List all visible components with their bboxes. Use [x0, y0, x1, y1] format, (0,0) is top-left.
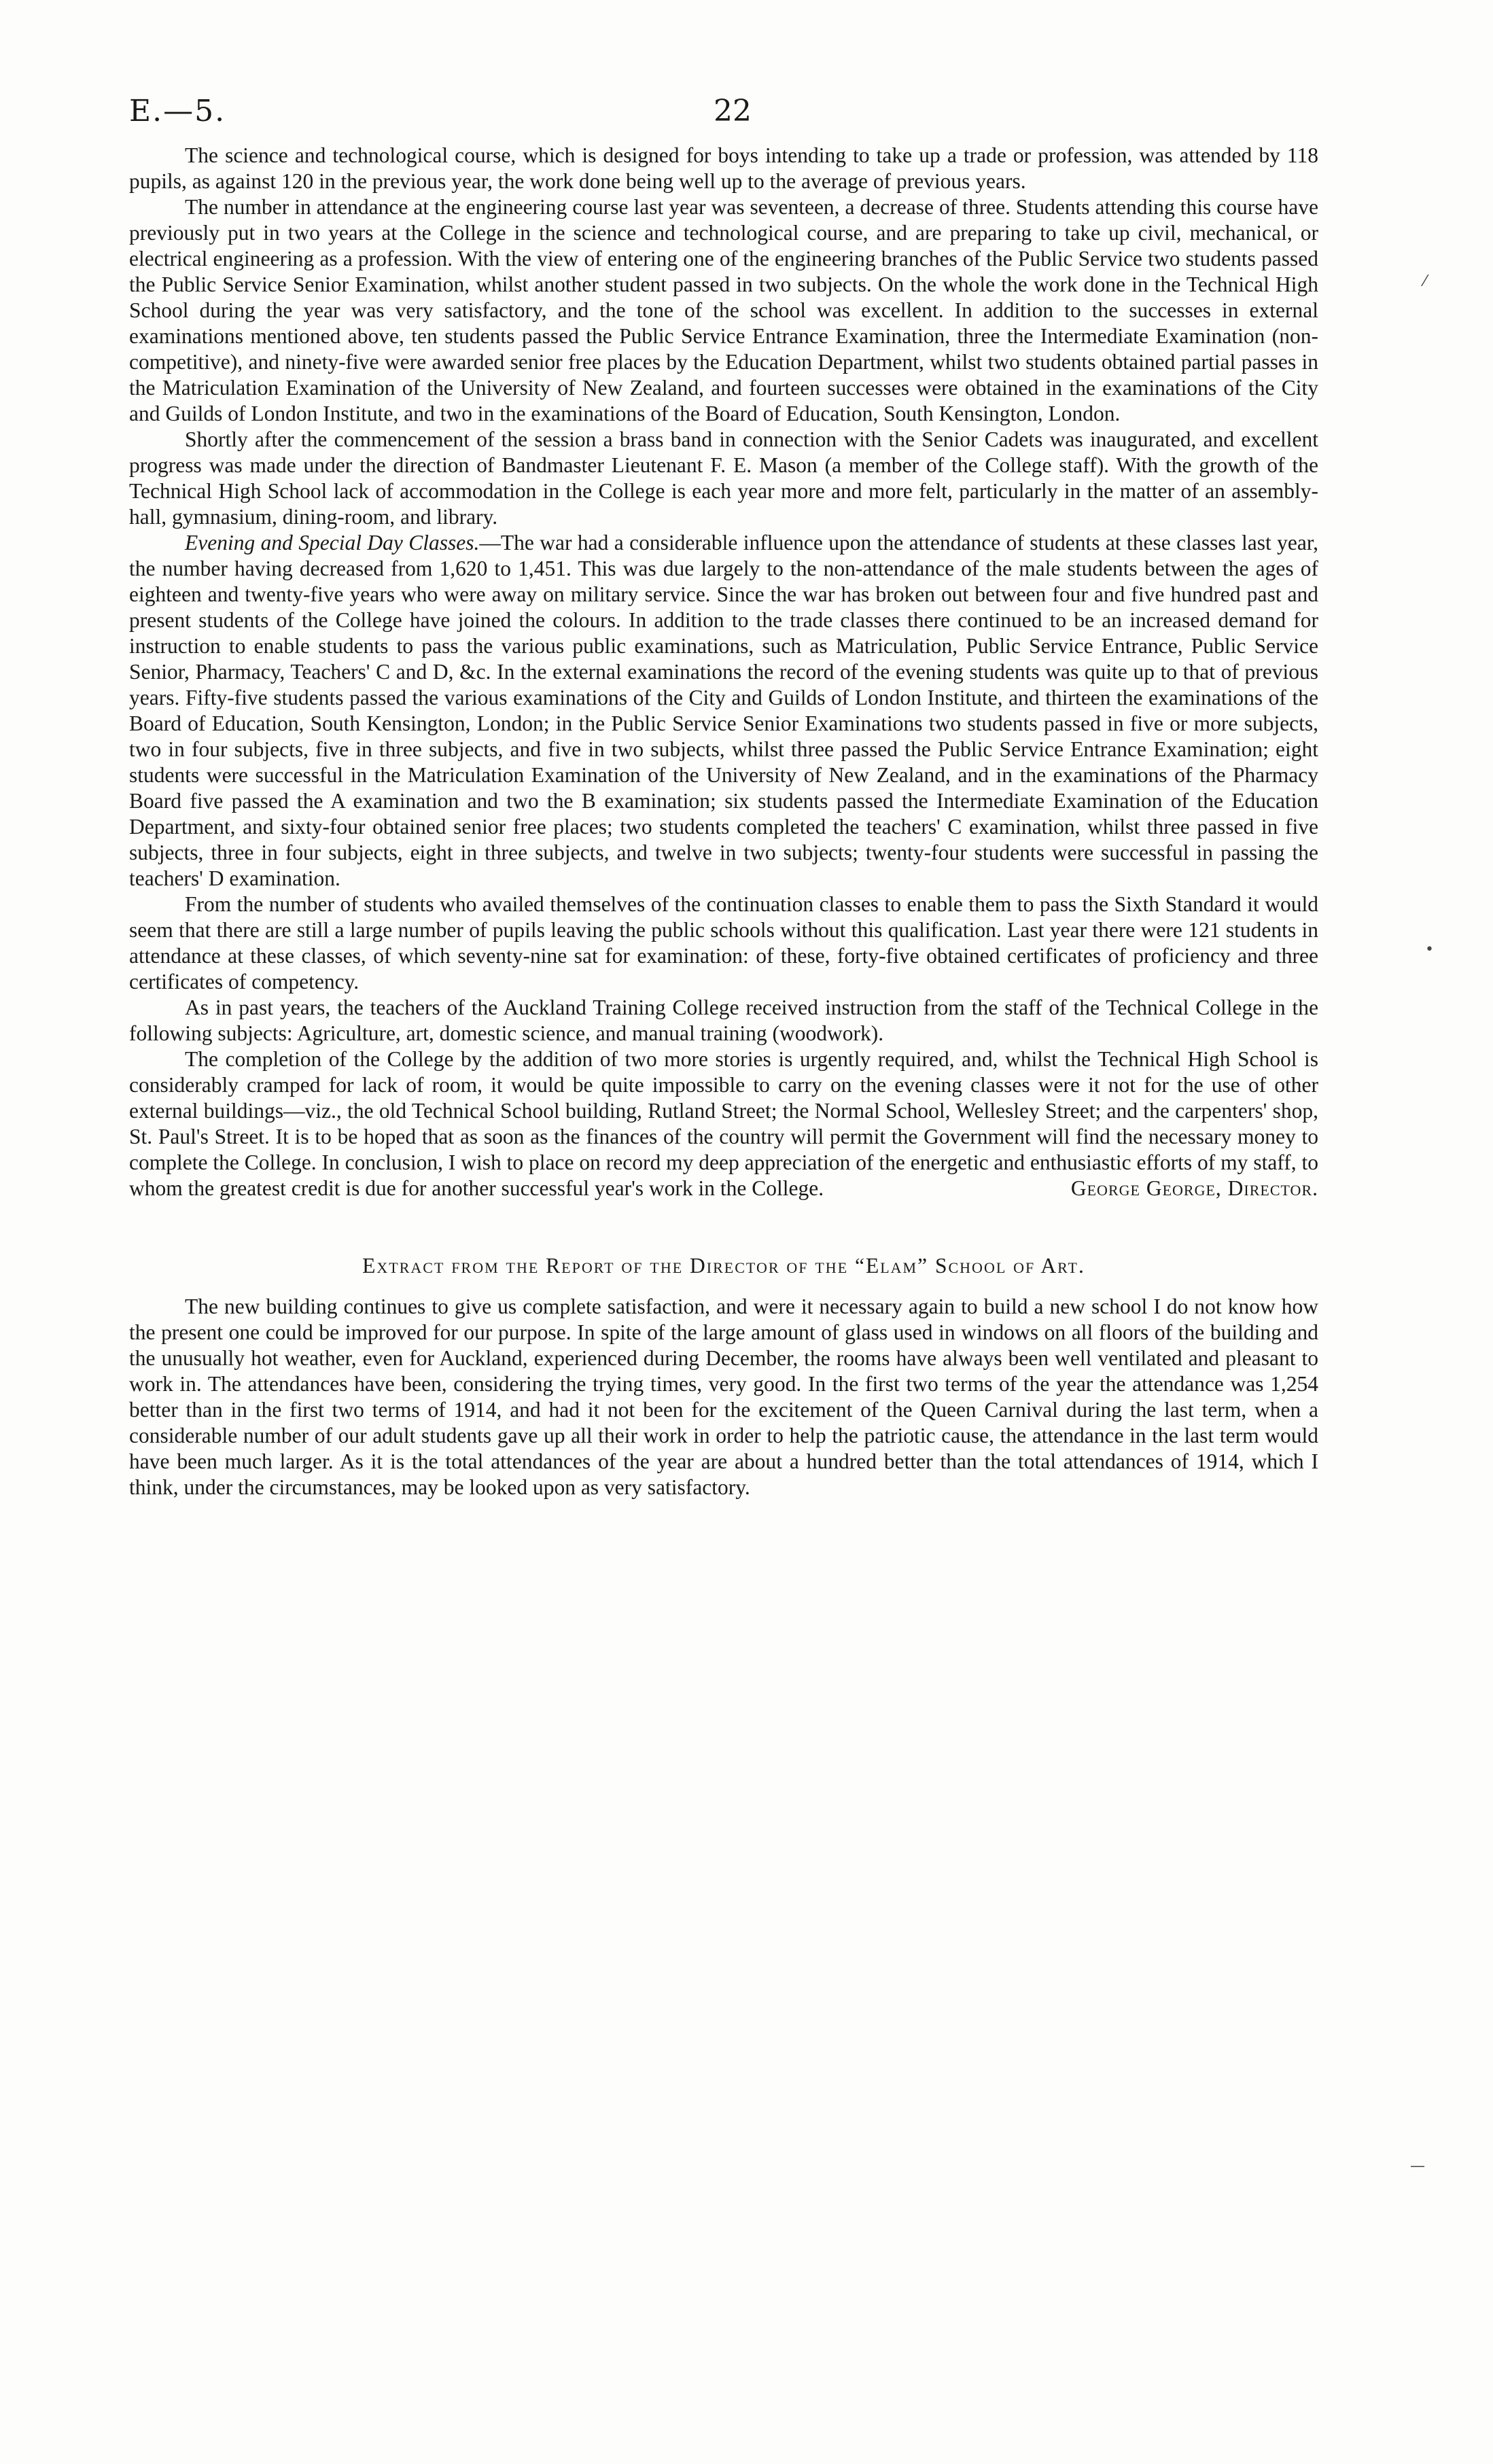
extract-heading: Extract from the Report of the Director of the “Elam” School of Art. — [362, 1254, 1085, 1278]
document-reference: E.—5. — [129, 94, 226, 128]
paragraph-training-college: As in past years, the teachers of the Auckland Training College received instruction from the staff of the Technical College in the following subjects: Agriculture, art, domestic science, and manual training (woodwork). — [129, 996, 1318, 1045]
paragraph-engineering-course: The number in attendance at the engineering course last year was seventeen, a decrease of three. Students attending this course have previously put in two years at the College in the science and technological course, and are preparing to take up civil, mechanical, or electrical engineering as a profession. With the view of entering one of the engineering branches of the Public Service two students passed the Public Service Senior Examination, whilst another student passed in two subjects. On the whole the work done in the Technical High School during the year was very satisfactory, and the tone of the school was excellent. In addition to the successes in external examinations mentioned above, ten students passed the Public Service Entrance Examination, three the Intermediate Examination (non-competitive), and ninety-five were awarded senior free places by the Education Department, whilst two students obtained partial passes in the Matriculation Examination of the University of New Zealand, and fourteen successes were obtained in the examinations of the City and Guilds of London Institute, and two in the examinations of the Board of Education, South Kensington, London. — [129, 195, 1318, 425]
margin-mark: — — [1410, 2158, 1425, 2175]
body-text — [129, 143, 1318, 1500]
paragraph-elam-school: The new building continues to give us complete satisfaction, and were it necessary again to build a new school I do not know how the present one could be improved for our purpose. In spite of the large amount of glass used in windows on all floors of the building and the unusually hot weather, even for Auckland, experienced during December, the rooms have always been well ventilated and pleasant to work in. The attendances have been, considering the trying times, very good. In the first two terms of the year the attendance was 1,254 better than in the first two terms of 1914, and had it not been for the excitement of the Queen Carnival during the last term, when a considerable number of our adult students gave up all their work in order to help the patriotic cause, the attendance in the last term would have been much larger. As it is the total attendances of the year are about a hundred better than the total attendances of 1914, which I think, under the circumstances, may be looked upon as very satisfactory. — [129, 1295, 1318, 1499]
paragraph-brass-band: Shortly after the commencement of the session a brass band in connection with the Senior Cadets was inaugurated, and excellent progress was made under the direction of Bandmaster Lieutenant F. E. Mason (a member of the College staff). With the growth of the Technical High School lack of accommodation in the College is each year more and more felt, particularly in the matter of an assembly-hall, gymnasium, dining-room, and library. — [129, 427, 1318, 529]
page-header — [129, 94, 1323, 141]
paragraph-evening-classes — [129, 530, 1318, 892]
margin-mark: ⁄ — [1424, 273, 1426, 290]
paragraph-science-course: The science and technological course, which is designed for boys intending to take up a trade or profession, was attended by 118 pupils, as against 120 in the previous year, the work done being well up to the average of previous years. — [129, 143, 1318, 193]
paragraph-continuation-classes: From the number of students who availed themselves of the continuation classes to enable them to pass the Sixth Standard it would seem that there are still a large number of pupils leaving the public schools without this qualification. Last year there were 121 students in attendance at these classes, of which seventy-nine sat for examination: of these, forty-five obtained certificates of proficiency and three certificates of competency. — [129, 892, 1318, 993]
evening-classes-text: —The war had a considerable influence upon the attendance of students at these classes last year, the number having decreased from 1,620 to 1,451. This was due largely to the non-attendance of the male students between the ages of eighteen and twenty-five years who were away on military service. Since the war has broken out between four and five hundred past and present students of the College have joined the colours. In addition to the trade classes there continued to be an increased demand for instruction to enable students to pass the various public examinations, such as Matriculation, Public Service Entrance, Public Service Senior, Pharmacy, Teachers' C and D, &c. In the external examinations the record of the evening students was quite up to that of previous years. Fifty-five students passed the various examinations of the City and Guilds of London Institute, and thirteen the examinations of the Board of Education, South Kensington, London; in the Public Service Senior Examinations two students passed in five or more subjects, two in four subjects, five in three subjects, and five in two subjects, whilst three passed the Public Service Entrance Examination; eight students were successful in the Matriculation Examination of the University of New Zealand, and in the examinations of the Pharmacy Board five passed the A examination and two the B examination; six students passed the Intermediate Examination of the Education Department, and sixty-four obtained senior free places; two students completed the teachers' C examination, whilst three passed in five subjects, three in four subjects, eight in three subjects, and twelve in two subjects; twenty-four students were successful in passing the teachers' D examination. — [129, 531, 1318, 890]
paragraph-completion — [129, 1046, 1318, 1201]
director-signature: George George, Director. — [1070, 1176, 1318, 1200]
completion-text: The completion of the College by the addition of two more stories is urgently required, and, whilst the Technical High School is considerably cramped for lack of room, it would be quite impossible to carry on the evening classes were it not for the use of other external buildings—viz., the old Technical School building, Rutland Street; the Normal School, Wellesley Street; and the carpenters' shop, St. Paul's Street. It is to be hoped that as soon as the finances of the country will permit the Government will find the necessary money to complete the College. In conclusion, I wish to place on record my deep appreciation of the energetic and enthusiastic efforts of my staff, to whom the greatest credit is due for another successful year's work in the College. — [129, 1047, 1318, 1200]
evening-classes-lead: Evening and Special Day Classes. — [185, 531, 480, 555]
margin-dot: • — [1425, 941, 1434, 958]
page-number: 22 — [714, 94, 752, 128]
